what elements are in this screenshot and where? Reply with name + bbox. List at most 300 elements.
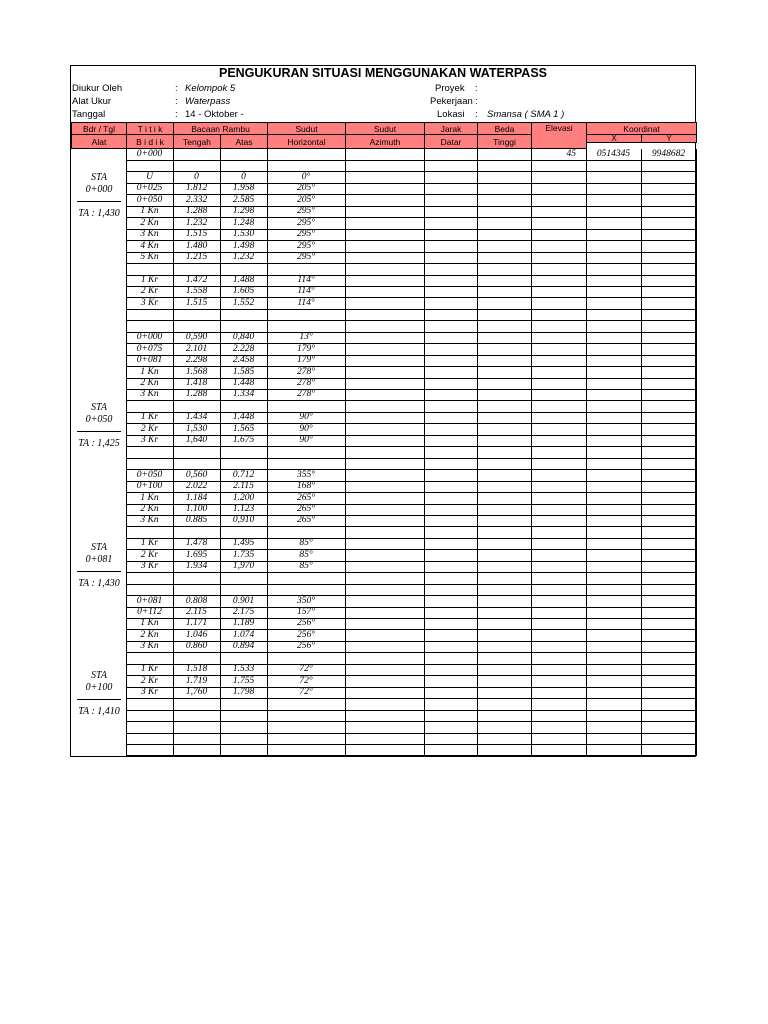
tanggal-label: Tanggal: [72, 109, 106, 120]
cell-tengah: [173, 149, 221, 161]
cell-elevasi: [531, 195, 587, 207]
cell-titik: 2 Kr: [126, 424, 174, 436]
cell-sudut-azimuth: [345, 378, 425, 390]
header-sudut-h1: Sudut: [267, 122, 346, 135]
cell-koordinat-y: [641, 515, 697, 527]
cell-tengah: 1.184: [173, 493, 221, 505]
survey-sheet: [70, 65, 696, 757]
cell-sudut-horizontal: 295°: [267, 229, 346, 241]
cell-titik: [126, 722, 174, 734]
cell-elevasi: [531, 309, 587, 321]
cell-elevasi: [531, 607, 587, 619]
cell-elevasi: [531, 504, 587, 516]
cell-sudut-azimuth: [345, 275, 425, 287]
cell-jarak-datar: [424, 561, 478, 573]
cell-jarak-datar: [424, 676, 478, 688]
cell-beda-tinggi: [477, 710, 532, 722]
cell-koordinat-y: [641, 401, 697, 413]
station-divider: [77, 571, 121, 572]
cell-tengah: 0.885: [173, 515, 221, 527]
cell-titik: U: [126, 172, 174, 184]
cell-koordinat-x: [586, 412, 642, 424]
cell-elevasi: [531, 584, 587, 596]
cell-atas: 0.712: [220, 470, 268, 482]
cell-koordinat-x: [586, 321, 642, 333]
header-bdr-tgl: Bdr / Tgl: [71, 122, 127, 135]
cell-sudut-horizontal: [267, 584, 346, 596]
cell-sudut-horizontal: 265°: [267, 504, 346, 516]
cell-tengah: 1,760: [173, 687, 221, 699]
cell-atas: 1.248: [220, 218, 268, 230]
cell-tengah: 1.171: [173, 618, 221, 630]
cell-jarak-datar: [424, 699, 478, 711]
cell-sudut-azimuth: [345, 550, 425, 562]
cell-koordinat-x: [586, 664, 642, 676]
cell-jarak-datar: [424, 424, 478, 436]
cell-atas: [220, 264, 268, 276]
cell-jarak-datar: [424, 573, 478, 585]
cell-sudut-horizontal: 278°: [267, 367, 346, 379]
cell-sudut-horizontal: 179°: [267, 355, 346, 367]
cell-sudut-horizontal: 295°: [267, 206, 346, 218]
cell-sudut-horizontal: 72°: [267, 664, 346, 676]
cell-titik: 1 Kn: [126, 206, 174, 218]
cell-tengah: 2.022: [173, 481, 221, 493]
cell-atas: 1.334: [220, 389, 268, 401]
cell-koordinat-x: [586, 252, 642, 264]
cell-sudut-horizontal: 90°: [267, 424, 346, 436]
cell-atas: [220, 584, 268, 596]
cell-koordinat-x: [586, 515, 642, 527]
cell-elevasi: [531, 252, 587, 264]
cell-titik: 2 Kn: [126, 504, 174, 516]
cell-sudut-azimuth: [345, 218, 425, 230]
cell-beda-tinggi: [477, 286, 532, 298]
cell-titik: 3 Kn: [126, 641, 174, 653]
cell-tengah: 1.558: [173, 286, 221, 298]
cell-elevasi: [531, 687, 587, 699]
cell-koordinat-x: [586, 206, 642, 218]
cell-jarak-datar: [424, 744, 478, 756]
cell-titik: 0+081: [126, 355, 174, 367]
cell-titik: 3 Kr: [126, 687, 174, 699]
cell-sudut-horizontal: 256°: [267, 641, 346, 653]
cell-beda-tinggi: [477, 584, 532, 596]
cell-atas: [220, 573, 268, 585]
cell-atas: 1,970: [220, 561, 268, 573]
cell-sudut-horizontal: 295°: [267, 241, 346, 253]
cell-sudut-azimuth: [345, 641, 425, 653]
cell-elevasi: [531, 286, 587, 298]
cell-atas: [220, 699, 268, 711]
cell-titik: 1 Kr: [126, 275, 174, 287]
cell-sudut-azimuth: [345, 344, 425, 356]
cell-titik: 3 Kr: [126, 561, 174, 573]
cell-koordinat-x: [586, 722, 642, 734]
cell-atas: 1.675: [220, 435, 268, 447]
cell-tengah: [173, 722, 221, 734]
cell-elevasi: [531, 378, 587, 390]
cell-koordinat-y: [641, 241, 697, 253]
station-code: 0+081: [85, 554, 113, 565]
cell-elevasi: [531, 596, 587, 608]
cell-atas: 1.074: [220, 630, 268, 642]
cell-titik: 3 Kn: [126, 389, 174, 401]
cell-elevasi: [531, 435, 587, 447]
header-bidik: B i d i k: [126, 134, 174, 149]
cell-jarak-datar: [424, 447, 478, 459]
cell-beda-tinggi: [477, 435, 532, 447]
cell-sudut-horizontal: [267, 447, 346, 459]
cell-jarak-datar: [424, 332, 478, 344]
cell-jarak-datar: [424, 275, 478, 287]
cell-beda-tinggi: [477, 344, 532, 356]
cell-sudut-horizontal: 157°: [267, 607, 346, 619]
cell-sudut-horizontal: [267, 160, 346, 172]
cell-beda-tinggi: [477, 504, 532, 516]
alat-value: Waterpass: [185, 96, 231, 107]
cell-jarak-datar: [424, 630, 478, 642]
cell-koordinat-y: [641, 470, 697, 482]
cell-sudut-horizontal: 295°: [267, 252, 346, 264]
cell-sudut-horizontal: 114°: [267, 286, 346, 298]
cell-jarak-datar: [424, 172, 478, 184]
cell-titik: [126, 401, 174, 413]
cell-koordinat-y: [641, 550, 697, 562]
cell-koordinat-x: [586, 378, 642, 390]
cell-sudut-horizontal: [267, 653, 346, 665]
cell-atas: 1.533: [220, 664, 268, 676]
cell-tengah: 1.695: [173, 550, 221, 562]
cell-koordinat-x: [586, 435, 642, 447]
cell-jarak-datar: [424, 470, 478, 482]
cell-elevasi: [531, 298, 587, 310]
cell-atas: [220, 527, 268, 539]
station-divider: [77, 431, 121, 432]
station-label: STA: [91, 402, 107, 413]
cell-beda-tinggi: [477, 367, 532, 379]
cell-beda-tinggi: [477, 653, 532, 665]
cell-elevasi: [531, 699, 587, 711]
cell-elevasi: [531, 573, 587, 585]
cell-koordinat-y: [641, 321, 697, 333]
cell-sudut-horizontal: [267, 264, 346, 276]
cell-elevasi: [531, 275, 587, 287]
cell-atas: [220, 733, 268, 745]
cell-atas: 1.123: [220, 504, 268, 516]
cell-koordinat-x: [586, 309, 642, 321]
cell-atas: 1.488: [220, 275, 268, 287]
cell-tengah: 1.719: [173, 676, 221, 688]
cell-koordinat-x: 0514345: [586, 149, 642, 161]
cell-koordinat-y: [641, 206, 697, 218]
cell-beda-tinggi: [477, 172, 532, 184]
cell-sudut-azimuth: [345, 699, 425, 711]
station-label: STA: [91, 172, 107, 183]
cell-koordinat-x: [586, 584, 642, 596]
cell-atas: 0.894: [220, 641, 268, 653]
cell-jarak-datar: [424, 309, 478, 321]
cell-koordinat-x: [586, 630, 642, 642]
cell-sudut-horizontal: 265°: [267, 493, 346, 505]
cell-sudut-horizontal: [267, 149, 346, 161]
station-code: 0+000: [85, 184, 113, 195]
cell-sudut-azimuth: [345, 298, 425, 310]
cell-koordinat-y: [641, 676, 697, 688]
cell-koordinat-y: [641, 424, 697, 436]
cell-beda-tinggi: [477, 149, 532, 161]
cell-koordinat-y: [641, 527, 697, 539]
cell-jarak-datar: [424, 687, 478, 699]
cell-beda-tinggi: [477, 309, 532, 321]
cell-atas: [220, 458, 268, 470]
cell-koordinat-y: [641, 664, 697, 676]
cell-koordinat-x: [586, 493, 642, 505]
cell-tengah: 1.472: [173, 275, 221, 287]
cell-elevasi: [531, 218, 587, 230]
cell-tengah: 1.100: [173, 504, 221, 516]
cell-sudut-horizontal: 355°: [267, 470, 346, 482]
cell-koordinat-x: [586, 481, 642, 493]
cell-elevasi: [531, 653, 587, 665]
cell-koordinat-y: [641, 641, 697, 653]
header-jarak2: Datar: [424, 134, 478, 149]
cell-sudut-horizontal: [267, 722, 346, 734]
cell-koordinat-y: [641, 309, 697, 321]
cell-jarak-datar: [424, 264, 478, 276]
cell-beda-tinggi: [477, 664, 532, 676]
cell-elevasi: [531, 412, 587, 424]
station-ta: TA : 1,430: [78, 578, 120, 589]
cell-beda-tinggi: [477, 676, 532, 688]
cell-sudut-azimuth: [345, 401, 425, 413]
pekerjaan-label: Pekerjaan: [430, 96, 473, 107]
cell-sudut-azimuth: [345, 481, 425, 493]
cell-beda-tinggi: [477, 641, 532, 653]
cell-beda-tinggi: [477, 607, 532, 619]
cell-sudut-horizontal: 114°: [267, 298, 346, 310]
cell-tengah: 1,530: [173, 424, 221, 436]
cell-koordinat-x: [586, 744, 642, 756]
header-sudut-a2: Azimuth: [345, 134, 425, 149]
cell-jarak-datar: [424, 618, 478, 630]
cell-koordinat-x: [586, 367, 642, 379]
cell-sudut-azimuth: [345, 687, 425, 699]
station-divider: [77, 699, 121, 700]
cell-koordinat-y: [641, 722, 697, 734]
cell-tengah: [173, 710, 221, 722]
cell-koordinat-y: [641, 389, 697, 401]
header-jarak1: Jarak: [424, 122, 478, 135]
cell-jarak-datar: [424, 710, 478, 722]
cell-beda-tinggi: [477, 515, 532, 527]
cell-sudut-azimuth: [345, 321, 425, 333]
cell-koordinat-x: [586, 458, 642, 470]
cell-sudut-azimuth: [345, 424, 425, 436]
cell-titik: 2 Kr: [126, 286, 174, 298]
cell-sudut-azimuth: [345, 435, 425, 447]
cell-titik: [126, 699, 174, 711]
cell-beda-tinggi: [477, 493, 532, 505]
cell-titik: 0+081: [126, 596, 174, 608]
cell-sudut-azimuth: [345, 195, 425, 207]
cell-elevasi: [531, 515, 587, 527]
cell-koordinat-x: [586, 687, 642, 699]
cell-elevasi: [531, 172, 587, 184]
cell-koordinat-x: [586, 607, 642, 619]
cell-koordinat-y: [641, 699, 697, 711]
cell-sudut-azimuth: [345, 630, 425, 642]
cell-atas: 1.530: [220, 229, 268, 241]
cell-beda-tinggi: [477, 252, 532, 264]
cell-sudut-horizontal: [267, 458, 346, 470]
cell-koordinat-x: [586, 504, 642, 516]
proyek-label: Proyek: [435, 83, 465, 94]
cell-elevasi: [531, 183, 587, 195]
cell-koordinat-y: [641, 412, 697, 424]
cell-elevasi: [531, 332, 587, 344]
cell-koordinat-x: [586, 538, 642, 550]
cell-atas: 1.755: [220, 676, 268, 688]
cell-atas: 2.115: [220, 481, 268, 493]
cell-titik: 3 Kr: [126, 298, 174, 310]
cell-jarak-datar: [424, 607, 478, 619]
cell-jarak-datar: [424, 515, 478, 527]
cell-koordinat-y: [641, 367, 697, 379]
cell-tengah: 1.518: [173, 664, 221, 676]
cell-sudut-horizontal: 72°: [267, 676, 346, 688]
cell-atas: [220, 401, 268, 413]
cell-sudut-azimuth: [345, 653, 425, 665]
cell-koordinat-y: [641, 733, 697, 745]
cell-beda-tinggi: [477, 699, 532, 711]
cell-koordinat-y: [641, 493, 697, 505]
cell-sudut-azimuth: [345, 744, 425, 756]
cell-koordinat-x: [586, 733, 642, 745]
cell-jarak-datar: [424, 538, 478, 550]
station-divider: [77, 201, 121, 202]
cell-atas: 1.495: [220, 538, 268, 550]
cell-atas: 1.232: [220, 252, 268, 264]
cell-sudut-azimuth: [345, 264, 425, 276]
cell-koordinat-x: [586, 160, 642, 172]
cell-elevasi: [531, 424, 587, 436]
header-alat: Alat: [71, 134, 127, 149]
header-atas: Atas: [220, 134, 268, 149]
cell-sudut-azimuth: [345, 241, 425, 253]
cell-sudut-azimuth: [345, 470, 425, 482]
cell-sudut-azimuth: [345, 367, 425, 379]
cell-beda-tinggi: [477, 733, 532, 745]
cell-koordinat-x: [586, 596, 642, 608]
cell-koordinat-y: [641, 378, 697, 390]
cell-tengah: [173, 447, 221, 459]
cell-jarak-datar: [424, 321, 478, 333]
cell-atas: 1.200: [220, 493, 268, 505]
cell-koordinat-y: [641, 607, 697, 619]
cell-titik: 2 Kn: [126, 218, 174, 230]
cell-koordinat-y: [641, 195, 697, 207]
cell-sudut-azimuth: [345, 493, 425, 505]
cell-sudut-azimuth: [345, 412, 425, 424]
diukur-colon: :: [175, 83, 178, 94]
cell-sudut-horizontal: [267, 309, 346, 321]
cell-jarak-datar: [424, 241, 478, 253]
cell-titik: 1 Kn: [126, 618, 174, 630]
cell-elevasi: [531, 550, 587, 562]
cell-koordinat-y: [641, 275, 697, 287]
cell-beda-tinggi: [477, 332, 532, 344]
cell-koordinat-y: [641, 218, 697, 230]
cell-jarak-datar: [424, 378, 478, 390]
cell-koordinat-x: [586, 298, 642, 310]
cell-tengah: [173, 744, 221, 756]
cell-sudut-azimuth: [345, 447, 425, 459]
cell-tengah: [173, 401, 221, 413]
cell-koordinat-y: [641, 344, 697, 356]
cell-jarak-datar: [424, 389, 478, 401]
cell-koordinat-x: [586, 641, 642, 653]
cell-jarak-datar: [424, 298, 478, 310]
cell-jarak-datar: [424, 401, 478, 413]
cell-tengah: [173, 264, 221, 276]
cell-sudut-horizontal: 90°: [267, 435, 346, 447]
cell-tengah: 2.298: [173, 355, 221, 367]
cell-titik: 0+050: [126, 470, 174, 482]
proyek-colon: :: [475, 83, 478, 94]
cell-koordinat-y: [641, 355, 697, 367]
cell-tengah: [173, 653, 221, 665]
cell-koordinat-x: [586, 172, 642, 184]
alat-colon: :: [175, 96, 178, 107]
tanggal-value: 14 - Oktober -: [185, 109, 244, 120]
cell-beda-tinggi: [477, 561, 532, 573]
cell-atas: 1.448: [220, 378, 268, 390]
cell-atas: 0,840: [220, 332, 268, 344]
station-code: 0+050: [85, 414, 113, 425]
cell-atas: 1.585: [220, 367, 268, 379]
cell-sudut-horizontal: 13°: [267, 332, 346, 344]
cell-titik: [126, 744, 174, 756]
header-beda2: Tinggi: [477, 134, 532, 149]
cell-sudut-azimuth: [345, 183, 425, 195]
cell-tengah: 0,560: [173, 470, 221, 482]
cell-titik: 5 Kn: [126, 252, 174, 264]
cell-tengah: 0,590: [173, 332, 221, 344]
cell-tengah: 1.288: [173, 389, 221, 401]
cell-sudut-azimuth: [345, 607, 425, 619]
cell-elevasi: [531, 321, 587, 333]
tanggal-colon: :: [175, 109, 178, 120]
header-sudut-h2: Horizontal: [267, 134, 346, 149]
cell-atas: [220, 722, 268, 734]
cell-jarak-datar: [424, 252, 478, 264]
cell-atas: 1.605: [220, 286, 268, 298]
cell-sudut-horizontal: 85°: [267, 538, 346, 550]
cell-koordinat-x: [586, 527, 642, 539]
cell-atas: [220, 710, 268, 722]
cell-sudut-horizontal: 256°: [267, 630, 346, 642]
cell-koordinat-y: [641, 435, 697, 447]
cell-koordinat-x: [586, 424, 642, 436]
cell-tengah: 1.434: [173, 412, 221, 424]
cell-tengah: [173, 458, 221, 470]
cell-sudut-azimuth: [345, 458, 425, 470]
cell-tengah: 1.418: [173, 378, 221, 390]
cell-titik: [126, 573, 174, 585]
cell-koordinat-y: [641, 286, 697, 298]
station-label: STA: [91, 670, 107, 681]
